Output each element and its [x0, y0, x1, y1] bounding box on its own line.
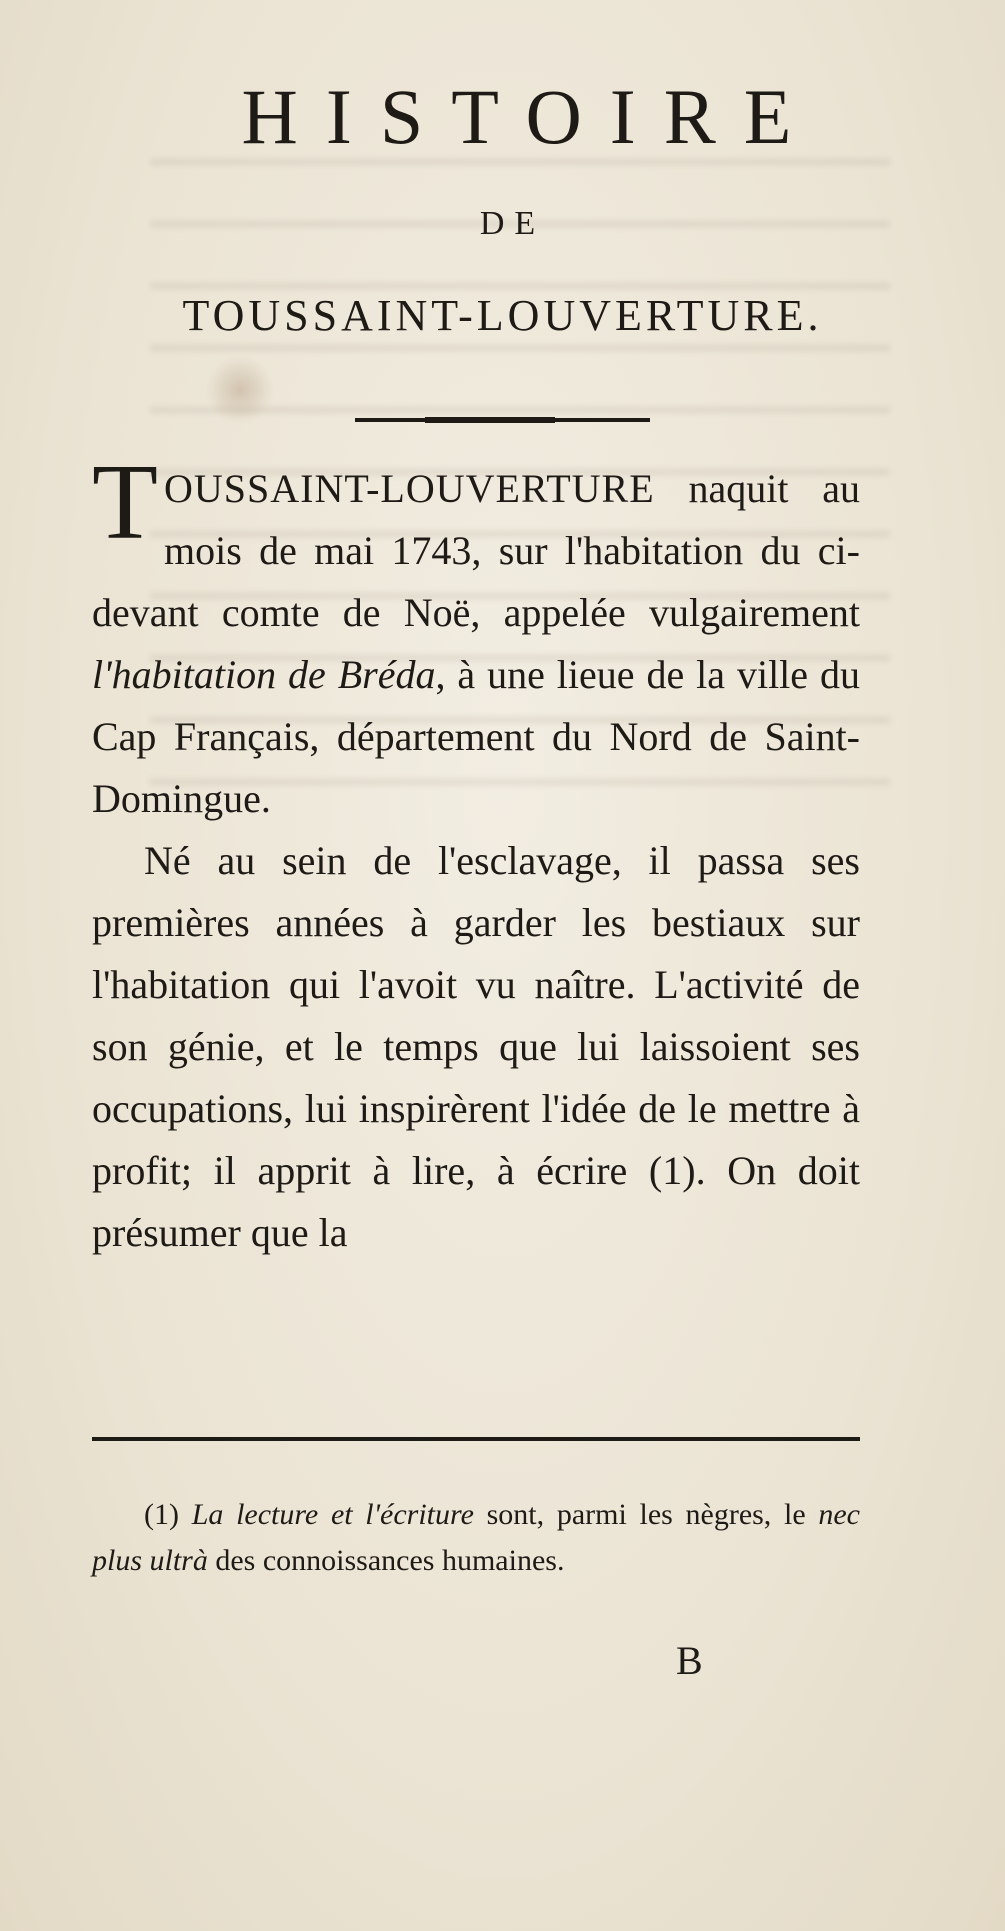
paragraph-2: Né au sein de l'esclavage, il passa ses premières années à garder les bestiaux sur l'habitation qui l'avoit vu naître. L'activité de son génie, et le temps que lui laissoient ses occupations, lui inspirèrent l'idée de le mettre à profit; il apprit à lire, à écrire (1). On doit présumer que la — [92, 838, 860, 1255]
body-text — [92, 443, 860, 1264]
paragraph-1-italic: l'habitation de Bréda — [92, 652, 436, 697]
footnote-italic-a: La lecture et l'écriture — [191, 1498, 474, 1531]
paragraph-1 — [92, 443, 860, 830]
footnote — [92, 1492, 860, 1584]
footnote-italic-b: nec plus ultrà — [92, 1498, 860, 1577]
paragraph-1-text-a: naquit au mois de mai 1743, sur l'habitation du ci-devant comte de Noë, appelée vulgairement — [92, 466, 860, 635]
foxing-stain — [205, 355, 275, 425]
drop-cap: T — [92, 443, 158, 562]
footnote-rule — [92, 1437, 860, 1441]
title-subject: TOUSSAINT-LOUVERTURE. — [182, 291, 823, 340]
ornamental-rule — [355, 418, 650, 422]
subject-name-smallcaps: OUSSAINT-LOUVERTURE — [163, 466, 655, 511]
footnote-text-b: des connoissances humaines. — [207, 1544, 565, 1577]
paragraph-1-text-b: , à une lieue de la ville du Cap Français, département du Nord de Saint-Domingue. — [92, 652, 860, 821]
footnote-marker: (1) — [144, 1498, 192, 1531]
footnote-text-a: sont, parmi les nègres, le — [473, 1498, 819, 1531]
page-title: HISTOIRE — [241, 73, 820, 160]
title-connector: DE — [479, 205, 546, 242]
signature-mark: B — [676, 1638, 703, 1683]
